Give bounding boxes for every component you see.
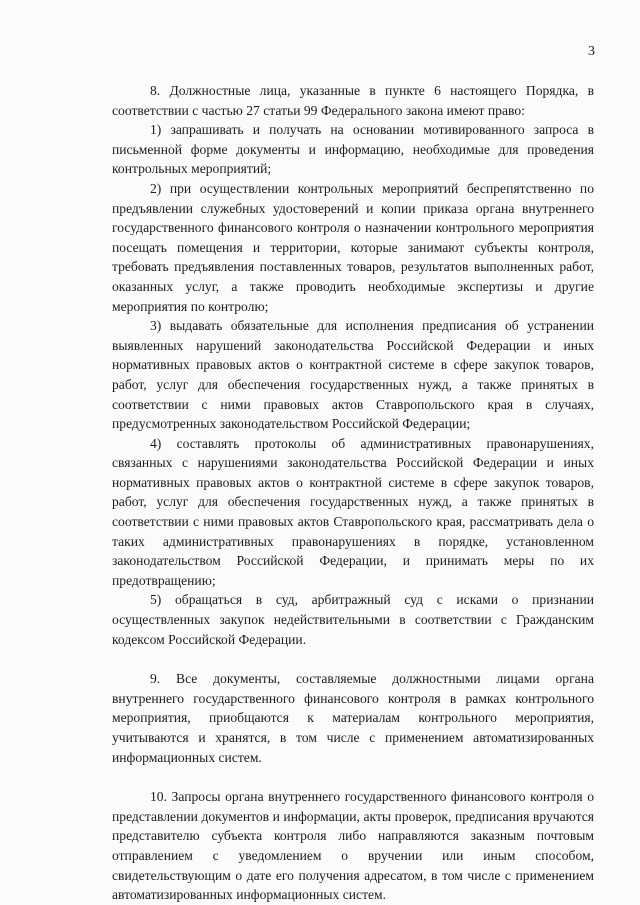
paragraph-8-item-3: 3) выдавать обязательные для исполнения предписания об устранении выявленных нарушений законодательства Российской Федерации и иных нормативных правовых актов о контрактной системе в сфере закупок товаров, работ, услуг для обеспечения государственных нужд, а также принятых в соответствии с ними правовых актов Ставропольского края в случаях, предусмотренных законодательством Российской Федерации; <box>112 318 594 432</box>
paragraph-8-item-1: 1) запрашивать и получать на основании мотивированного запроса в письменной форме документы и информацию, необходимые для проведения контрольных мероприятий; <box>112 122 594 177</box>
paragraph-9: 9. Все документы, составляемые должностными лицами органа внутреннего государственного финансового контроля в рамках контрольного мероприятия, приобщаются к материалам контрольного мероприятия, учитываются и хранятся, в том числе с применением автоматизированных информационных систем. <box>112 671 594 765</box>
paragraph-10: 10. Запросы органа внутреннего государственного финансового контроля о представлении документов и информации, акты проверок, предписания вручаются представителю субъекта контроля либо направляются заказным почтовым отправлением с уведомлением о вручении или иным способом, свидетельствующим о дате его получения адресатом, в том числе с применением автоматизированных информационных систем. <box>112 789 594 903</box>
paragraph-8-item-2: 2) при осуществлении контрольных мероприятий беспрепятственно по предъявлении служебных удостоверений и копии приказа органа внутреннего государственного финансового контроля о назначении контрольного мероприятия посещать помещения и территории, которые занимают субъекты контроля, требовать предъявления поставленных товаров, результатов выполненных работ, оказанных услуг, а также проводить необходимые экспертизы и другие мероприятия по контролю; <box>112 180 594 314</box>
page-number: 3 <box>588 44 595 59</box>
document-body <box>112 81 594 905</box>
paragraph-8-item-4: 4) составлять протоколы об административных правонарушениях, связанных с нарушениями законодательства Российской Федерации и иных нормативных правовых актов о контрактной системе в сфере закупок товаров, работ, услуг для обеспечения государственных нужд, а также принятых в соответствии с ними правовых актов Ставропольского края, рассматривать дела о таких административных правонарушениях в порядке, установленном законодательством Российской Федерации, и принимать меры по их предотвращению; <box>112 435 594 588</box>
paragraph-8-item-5: 5) обращаться в суд, арбитражный суд с исками о признании осуществленных закупок недействительными в соответствии с Гражданским кодексом Российской Федерации. <box>112 592 594 647</box>
paragraph-8-intro: 8. Должностные лица, указанные в пункте 6 настоящего Порядка, в соответствии с частью 27 статьи 99 Федерального закона имеют право: <box>112 83 594 118</box>
